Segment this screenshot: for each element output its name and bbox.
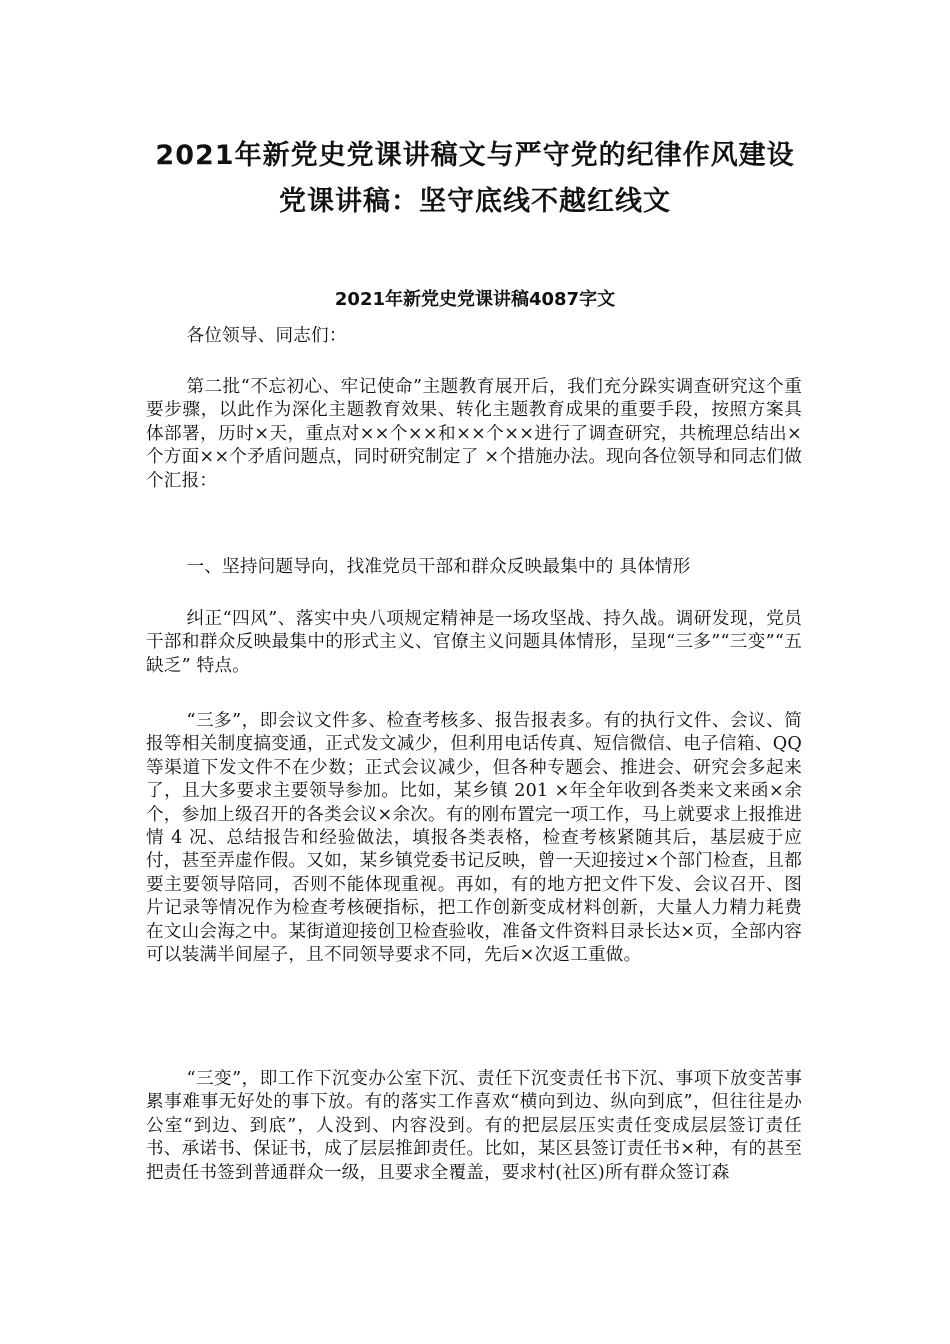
paragraph-sanduo: “三多”，即会议文件多、检查考核多、报告报表多。有的执行文件、会议、简报等相关制度搞变通，正式发文减少，但利用电话传真、短信微信、电子信箱、QQ 等渠道下发文件不在少数；正式会议减少，但各种专题会、推进会、研究会多起来了，且大多要求主要领导参加。比如，某乡镇 201 ×年全年收到各类来文来函×余个，参加上级召开的各类会议×余次。有的刚布置完一项工作，马上就要求上报推进情 4 况、总结报告和经验做法，填报各类表格，检查考核紧随其后，基层疲于应付，甚至弄虚作假。又如，某乡镇党委书记反映，曾一天迎接过×个部门检查，且都要主要领导陪同，否则不能体现重视。再如，有的地方把文件下发、会议召开、图片记录等情况作为检查考核硬指标，把工作创新变成材料创新，大量人力精力耗费在文山会海之中。某街道迎接创卫检查验收，准备文件资料目录长达×页，全部内容可以装满半间屋子，且不同领导要求不同，先后×次返工重做。 <box>146 711 802 966</box>
document-title-line-2: 党课讲稿：坚守底线不越红线文 <box>279 186 671 217</box>
paragraph-intro: 第二批“不忘初心、牢记使命”主题教育展开后，我们充分跺实调查研究这个重要步骤，以此作为深化主题教育效果、转化主题教育成果的重要手段，按照方案具体部署，历时×天，重点对××个××和××个××进行了调查研究，共梳理总结出×个方面××个矛盾问题点，同时研究制定了 ×个措施办法。现向各位领导和同志们做个汇报： <box>146 377 802 491</box>
paragraph-greeting: 各位领导、同志们： <box>186 326 347 346</box>
paragraph-sifeng: 纠正“四风”、落实中央八项规定精神是一场攻坚战、持久战。调研发现，党员干部和群众反映最集中的形式主义、官僚主义问题具体情形，呈现“三多”“三变”“五缺乏” 特点。 <box>146 609 802 676</box>
paragraph-sanbian: “三变”，即工作下沉变办公室下沉、责任下沉变责任书下沉、事项下放变苦事累事难事无好处的事下放。有的落实工作喜欢“横向到边、纵向到底”，但往往是办公室“到边、到底”，人没到、内容没到。有的把层层压实责任变成层层签订责任书、承诺书、保证书，成了层层推卸责任。比如，某区县签订责任书×种，有的甚至把责任书签到普通群众一级，且要求全覆盖，要求村(社区)所有群众签订森 <box>146 1069 802 1183</box>
paragraph-heading-1: 一、坚持问题导向，找准党员干部和群众反映最集中的 具体情形 <box>186 557 691 577</box>
document-title-line-1: 2021年新党史党课讲稿文与严守党的纪律作风建设 <box>155 140 795 171</box>
section-title: 2021年新党史党课讲稿4087字文 <box>334 289 616 310</box>
